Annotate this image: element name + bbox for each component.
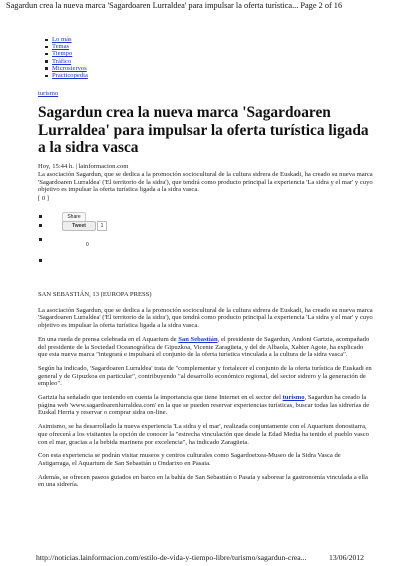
tweet-button[interactable]: Tweet	[62, 221, 96, 231]
bullet-icon	[39, 238, 42, 241]
paragraph-4-text-a: Gartzia ha señalado que teniendo en cuenta la importancia que tiene Internet en el sector del	[38, 394, 283, 402]
paragraph-1: La asociación Sagardun, que se dedica a la promoción sociocultural de la cultura sidrera de Euskadi, ha creado su nueva marca 'Sagardoaren Lurraldea' ('El territorio de la sidra'), que tendrá como producto principal la experiencia 'La sidra y el mar' y cuyo objetivo es impulsar la oferta turística ligada a la sidra vasca.	[38, 306, 373, 330]
print-page-header: Sagardun crea la nueva marca 'Sagardoaren Lurraldea' para impulsar la oferta turística... Page 2 of 16	[6, 1, 343, 10]
bullet-icon	[39, 224, 42, 227]
facebook-share-button[interactable]: Share	[62, 212, 86, 222]
bullet-icon	[39, 259, 42, 262]
paragraph-5: Asimismo, se ha desarrollado la nueva experiencia 'La sidra y el mar', realizada conjuntamente con el Aquarium donostiarra, que ofrecerá a los visitantes la opción de conocer la "estrecha vinculación que desde la Edad Media ha tenido el pueblo vasco con el mar, gracias a la bebida marinera por excelencia", ha indicado Zaragüeta.	[38, 423, 369, 446]
nav-item-trafico[interactable]	[44, 58, 88, 65]
nav-link-lo-mas[interactable]: Lo más	[52, 36, 72, 43]
nav-link-practicopedia[interactable]: Practicopedia	[52, 72, 88, 80]
paragraph-3: Según ha indicado, 'Sagardoaren Lurraldea' trata de "complementar y fortalecer el conjunto de la oferta turística de Euskadi en general y de Gipuzkoa en particular", contribuyendo "al desarrollo económico regional, del sector sidrero y la generación de empleo".	[38, 364, 372, 388]
comment-count[interactable]: [ 0 ]	[38, 195, 49, 202]
nav-link-tiempo[interactable]: Tiempo	[52, 50, 73, 58]
footer-date: 13/06/2012	[328, 553, 364, 562]
nav-item-tiempo[interactable]	[44, 50, 88, 57]
footer-url: http://noticias.lainformacion.com/estilo-de-vida-y-tiempo-libre/turismo/sagardun-crea...	[36, 553, 307, 562]
paragraph-4-text-b: , Sagardun ha creado la página web 'www.sagardoarenlurraldea.com' en la que se pueden reservar experiencias turísticas, buscar todas las sidrerías de Euskal Herria y reservar o comprar sidra on-line.	[38, 394, 370, 417]
paragraph-2-text-a: En una rueda de prensa celebrada en el Aquarium de	[38, 335, 179, 343]
nav-link-microsiervos[interactable]: Microsiervos	[52, 64, 87, 72]
section-link-turismo[interactable]: turismo	[38, 90, 59, 97]
article-lead: La asociación Sagardun, que se dedica a la promoción sociocultural de la cultura sidrera de Euskadi, ha creado su nueva marca 'Sagardoaren Lurraldea' ('El territorio de la sidra'), que tendrá como producto principal la experiencia 'La sidra y el mar' y cuyo objetivo es impulsar la oferta turística ligada a la sidra vasca.	[38, 171, 373, 194]
article-meta: Hoy, 15:44 h. | lainformacion.com	[38, 163, 129, 170]
top-nav	[44, 36, 88, 79]
plus-one-count: 0	[86, 242, 89, 248]
paragraph-2-text-b: , el presidente de Sagardun, Andoni Gartzia, acompañado del presidente de la Sociedad Oceanográfica de Gipuzkoa, Vicente Zaragüeta, y del de Albaola, Xabier Agote, ha explicado que esta nueva marca "integrará e impulsará el conjunto de la oferta turística vinculada a la cultura de la sidra vasca".	[38, 335, 370, 359]
paragraph-4	[38, 394, 373, 417]
nav-item-lo-mas[interactable]	[44, 36, 88, 43]
nav-item-practicopedia[interactable]	[44, 72, 88, 79]
nav-item-temas[interactable]	[44, 43, 88, 50]
article-title: Sagardun crea la nueva marca 'Sagardoaren Lurraldea' para impulsar la oferta turística ligada a la sidra vasca	[38, 104, 369, 156]
link-turismo[interactable]: turismo	[282, 394, 305, 402]
link-san-sebastian[interactable]: San Sebastián	[178, 335, 218, 343]
nav-link-trafico[interactable]: Tráfico	[52, 57, 72, 65]
dateline: SAN SEBASTIÁN, 13 (EUROPA PRESS)	[38, 291, 152, 298]
tweet-count: 1	[97, 221, 107, 231]
article-body	[38, 291, 373, 495]
nav-link-temas[interactable]: Temas	[52, 43, 70, 51]
paragraph-7: Además, se ofrecen paseos guiados en barco en la bahía de San Sebastián o Pasaia y saborear la gastronomía vinculada a ella en una sidrería.	[38, 473, 368, 489]
nav-item-microsiervos[interactable]	[44, 65, 88, 72]
paragraph-6: Con esta experiencia se podrán visitar museos y centros culturales como Sagardoetxea-Museo de la Sidra Vasca de Astigarraga, el Aquarium de San Sebastián u Ondarixo en Pasaia.	[38, 452, 341, 467]
bullet-icon	[39, 215, 42, 218]
print-page-footer	[36, 553, 364, 562]
paragraph-2	[38, 336, 373, 359]
